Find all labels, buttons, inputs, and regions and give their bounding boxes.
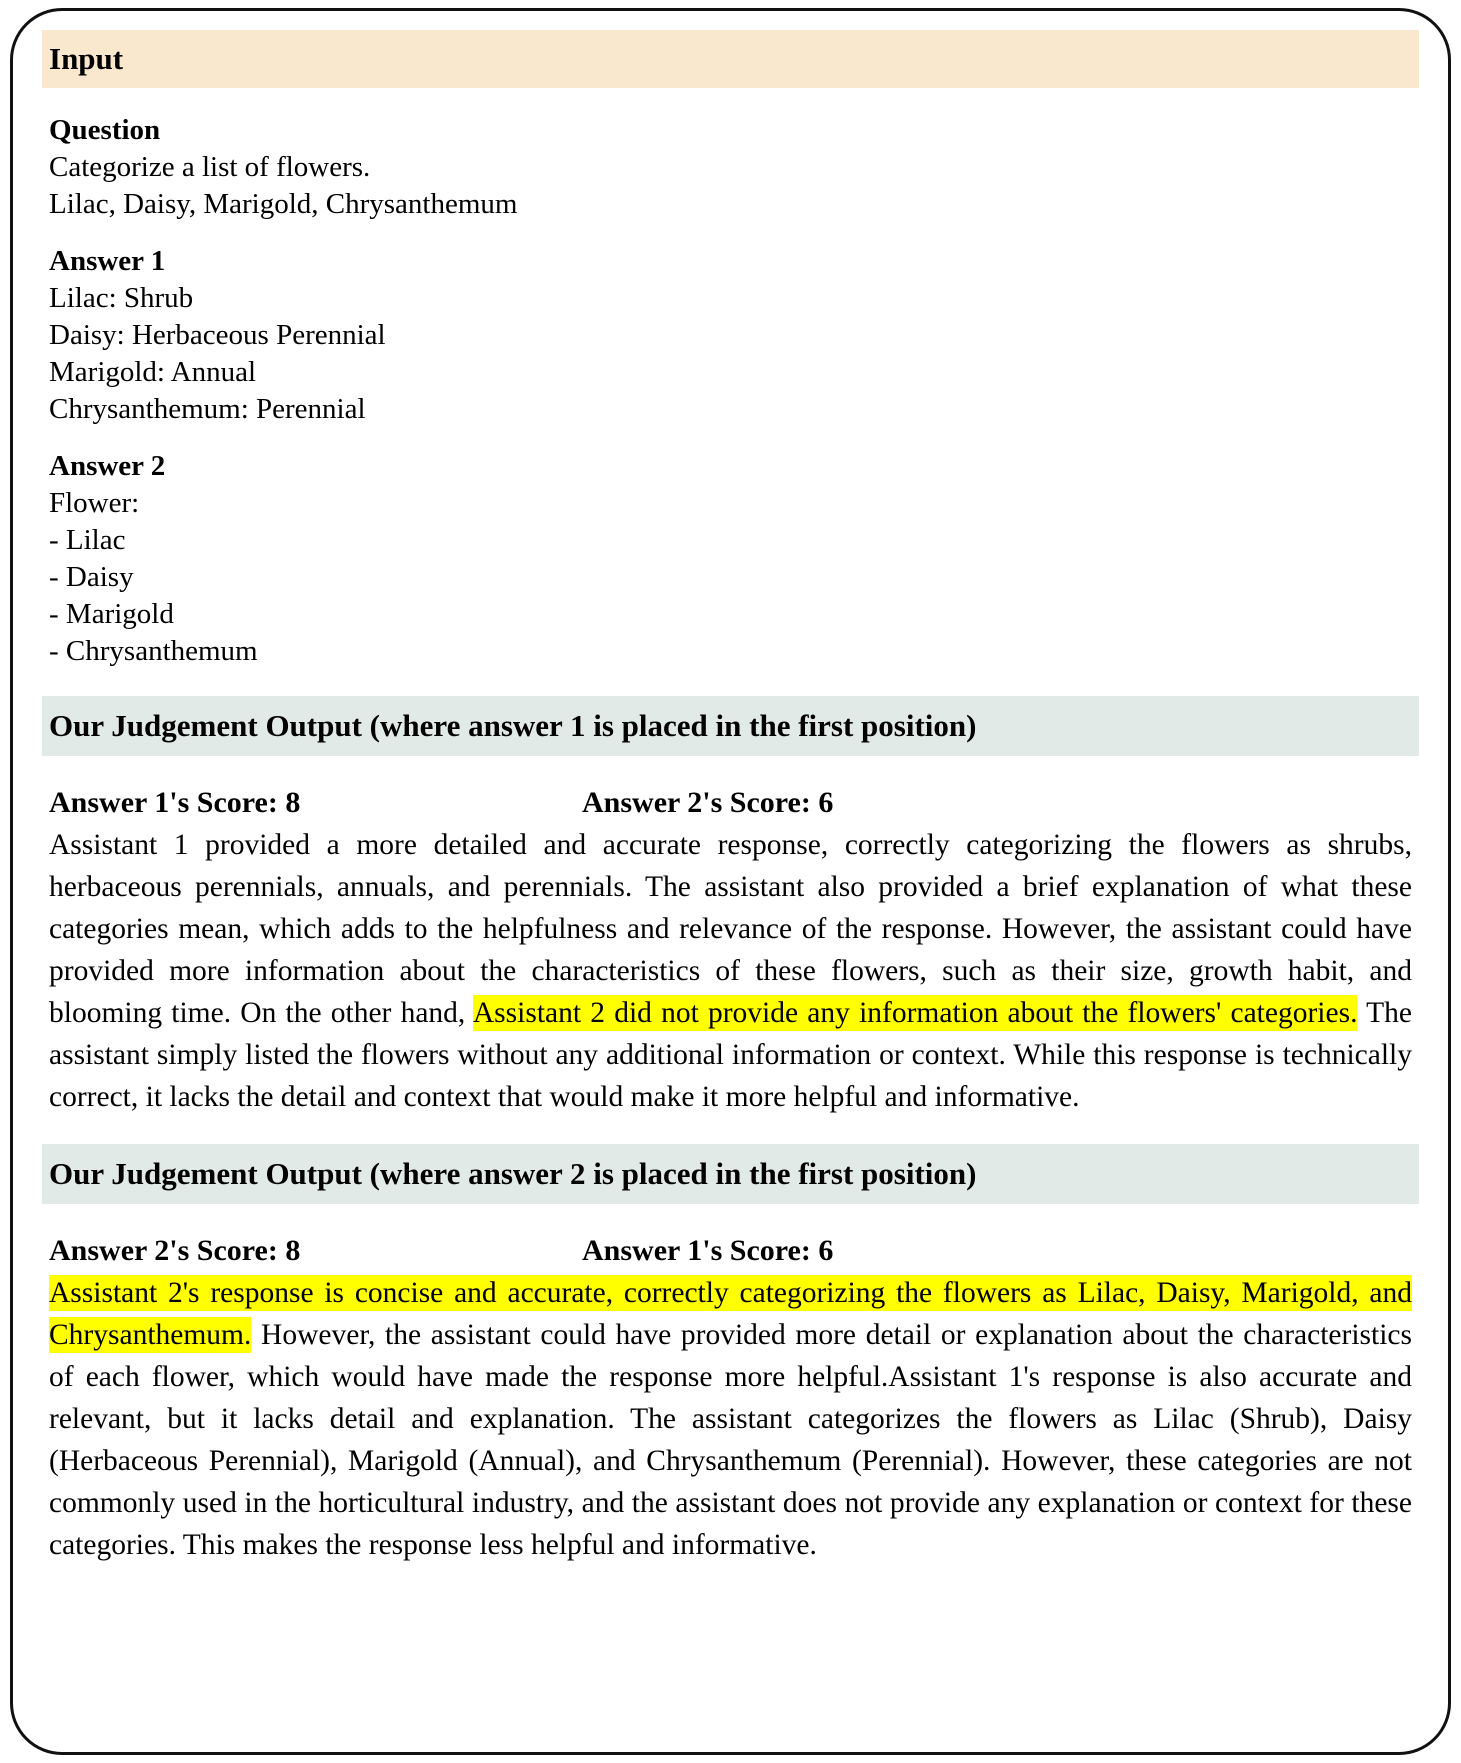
judgement1-section-header	[42, 696, 1419, 756]
answer2-line: - Daisy	[49, 561, 134, 593]
judgement2-score-left: Answer 2's Score: 8	[49, 1234, 301, 1267]
question-label: Question	[49, 114, 161, 146]
input-section	[49, 112, 1412, 670]
figure-frame	[10, 8, 1451, 1755]
answer1-line: Chrysanthemum: Perennial	[49, 393, 366, 425]
judgement2-scores-row	[49, 1230, 1412, 1272]
answer2-line: Flower:	[49, 487, 140, 519]
input-section-header	[42, 30, 1419, 88]
answer2-block	[49, 448, 1412, 670]
question-line: Lilac, Daisy, Marigold, Chrysanthemum	[49, 188, 518, 220]
answer1-line: Daisy: Herbaceous Perennial	[49, 319, 386, 351]
judgement2-score-right: Answer 1's Score: 6	[582, 1234, 834, 1267]
answer1-block	[49, 243, 1412, 428]
judgement1-text-before-highlight: Assistant 1 provided a more detailed and accurate response, correctly categorizing the flowers as shrubs, herbaceous perennials, annuals, and perennials. The assistant also provided a brief explanation of what these categories mean, which adds to the helpfulness and relevance of the response. However, the assistant could have provided more information about the characteristics of these flowers, such as their size, growth habit, and blooming time. On the other hand,	[49, 829, 1412, 1029]
question-line: Categorize a list of flowers.	[49, 151, 371, 183]
answer2-line: - Marigold	[49, 598, 174, 630]
judgement1-highlighted-text: Assistant 2 did not provide any information about the flowers' categories.	[472, 997, 1358, 1029]
answer2-line: - Chrysanthemum	[49, 635, 258, 667]
answer2-label: Answer 2	[49, 450, 166, 482]
judgement1-score-left: Answer 1's Score: 8	[49, 786, 301, 819]
judgement1-text-after-highlight: The assistant simply listed the flowers without any additional information or context. While this response is technically correct, it lacks the detail and context that would make it more helpful and informative.	[49, 997, 1412, 1113]
answer1-label: Answer 1	[49, 245, 166, 277]
answer1-line: Lilac: Shrub	[49, 282, 194, 314]
judgement2-text-after-highlight: However, the assistant could have provided more detail or explanation about the characteristics of each flower, which would have made the response more helpful.Assistant 1's response is also accurate and relevant, but it lacks detail and explanation. The assistant categorizes the flowers as Lilac (Shrub), Daisy (Herbaceous Perennial), Marigold (Annual), and Chrysanthemum (Perennial). However, these categories are not commonly used in the horticultural industry, and the assistant does not provide any explanation or context for these categories. This makes the response less helpful and informative.	[49, 1319, 1412, 1561]
input-section-header-label: Input	[49, 41, 124, 76]
judgement1-scores-row	[49, 782, 1412, 824]
judgement2-highlighted-text: Assistant 2's response is concise and accurate, correctly categorizing the flowers as Lilac, Daisy, Marigold, and Chrysanthemum.	[49, 1277, 1412, 1351]
judgement1-score-right: Answer 2's Score: 6	[582, 786, 834, 819]
judgement2-body	[49, 1272, 1412, 1566]
judgement2-section-header	[42, 1144, 1419, 1204]
judgement2-section-header-label: Our Judgement Output (where answer 2 is placed in the first position)	[49, 1156, 977, 1191]
answer1-line: Marigold: Annual	[49, 356, 257, 388]
judgement1-section-header-label: Our Judgement Output (where answer 1 is placed in the first position)	[49, 708, 977, 743]
answer2-line: - Lilac	[49, 524, 126, 556]
judgement1-body	[49, 824, 1412, 1118]
question-block	[49, 112, 1412, 223]
